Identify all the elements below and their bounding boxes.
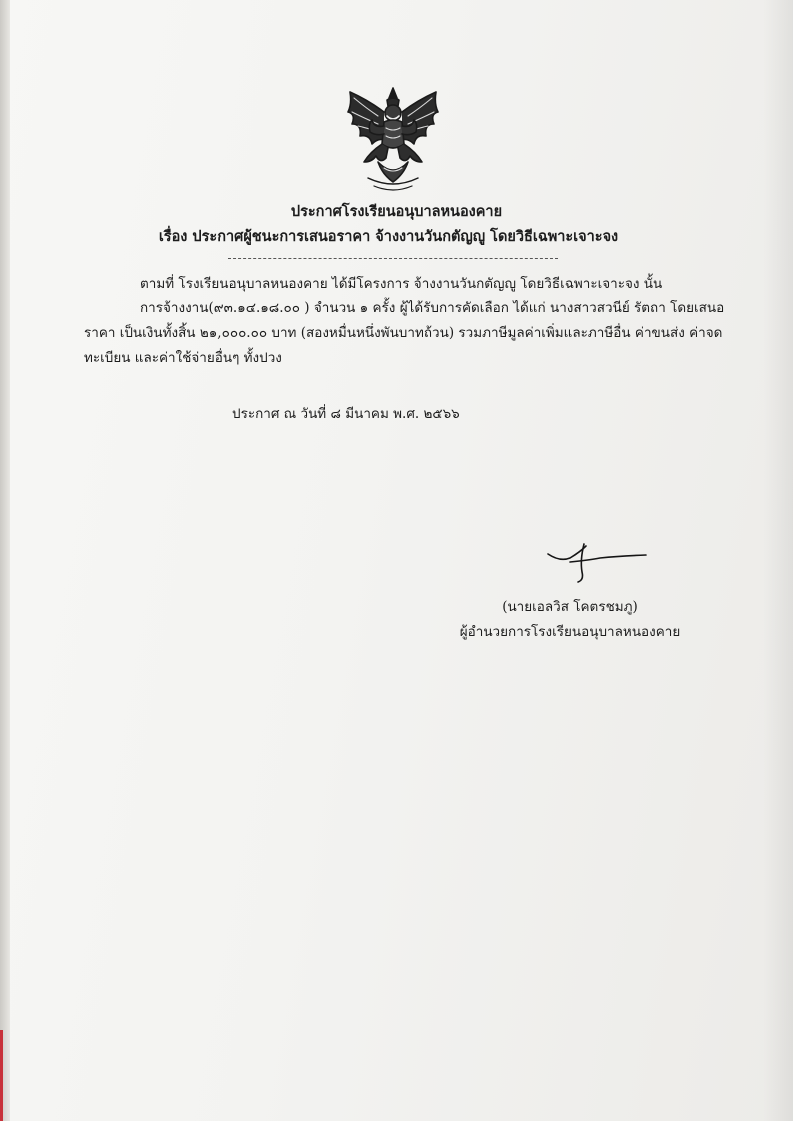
announcement-date: ประกาศ ณ วันที่ ๘ มีนาคม พ.ศ. ๒๕๖๖ [232, 406, 460, 422]
body-line-3: ราคา เป็นเงินทั้งสิ้น ๒๑,๐๐๐.๐๐ บาท (สองหมื่นหนึ่งพันบาทถ้วน) รวมภาษีมูลค่าเพิ่มและภาษีอื่น ค่าขนส่ง ค่าจด [84, 325, 723, 341]
document-title: ประกาศโรงเรียนอนุบาลหนองคาย [290, 203, 503, 220]
signer-name: (นายเอลวิส โคตรชมภู) [502, 599, 638, 615]
garuda-emblem-icon [338, 82, 448, 197]
handwritten-signature [540, 540, 655, 585]
body-line-1: ตามที่ โรงเรียนอนุบาลหนองคาย ได้มีโครงการ จ้างงานวันกตัญญู โดยวิธีเฉพาะเจาะจง นั้น [140, 276, 663, 292]
body-line-2: การจ้างงาน(๙๓.๑๔.๑๘.๐๐ ) จำนวน ๑ ครั้ง ผู้ได้รับการคัดเลือก ได้แก่ นางสาวสวนีย์ รัตถา โดยเสนอ [140, 300, 725, 316]
signer-position: ผู้อำนวยการโรงเรียนอนุบาลหนองคาย [459, 624, 681, 640]
paper-shadow [763, 0, 793, 1121]
document-subject: เรื่อง ประกาศผู้ชนะการเสนอราคา จ้างงานวันกตัญญู โดยวิธีเฉพาะเจาะจง [158, 228, 619, 245]
paper-left-edge [0, 0, 10, 1121]
body-line-4: ทะเบียน และค่าใช้จ่ายอื่นๆ ทั้งปวง [84, 350, 282, 366]
title-divider [228, 258, 558, 259]
paper-red-edge [0, 1030, 3, 1121]
